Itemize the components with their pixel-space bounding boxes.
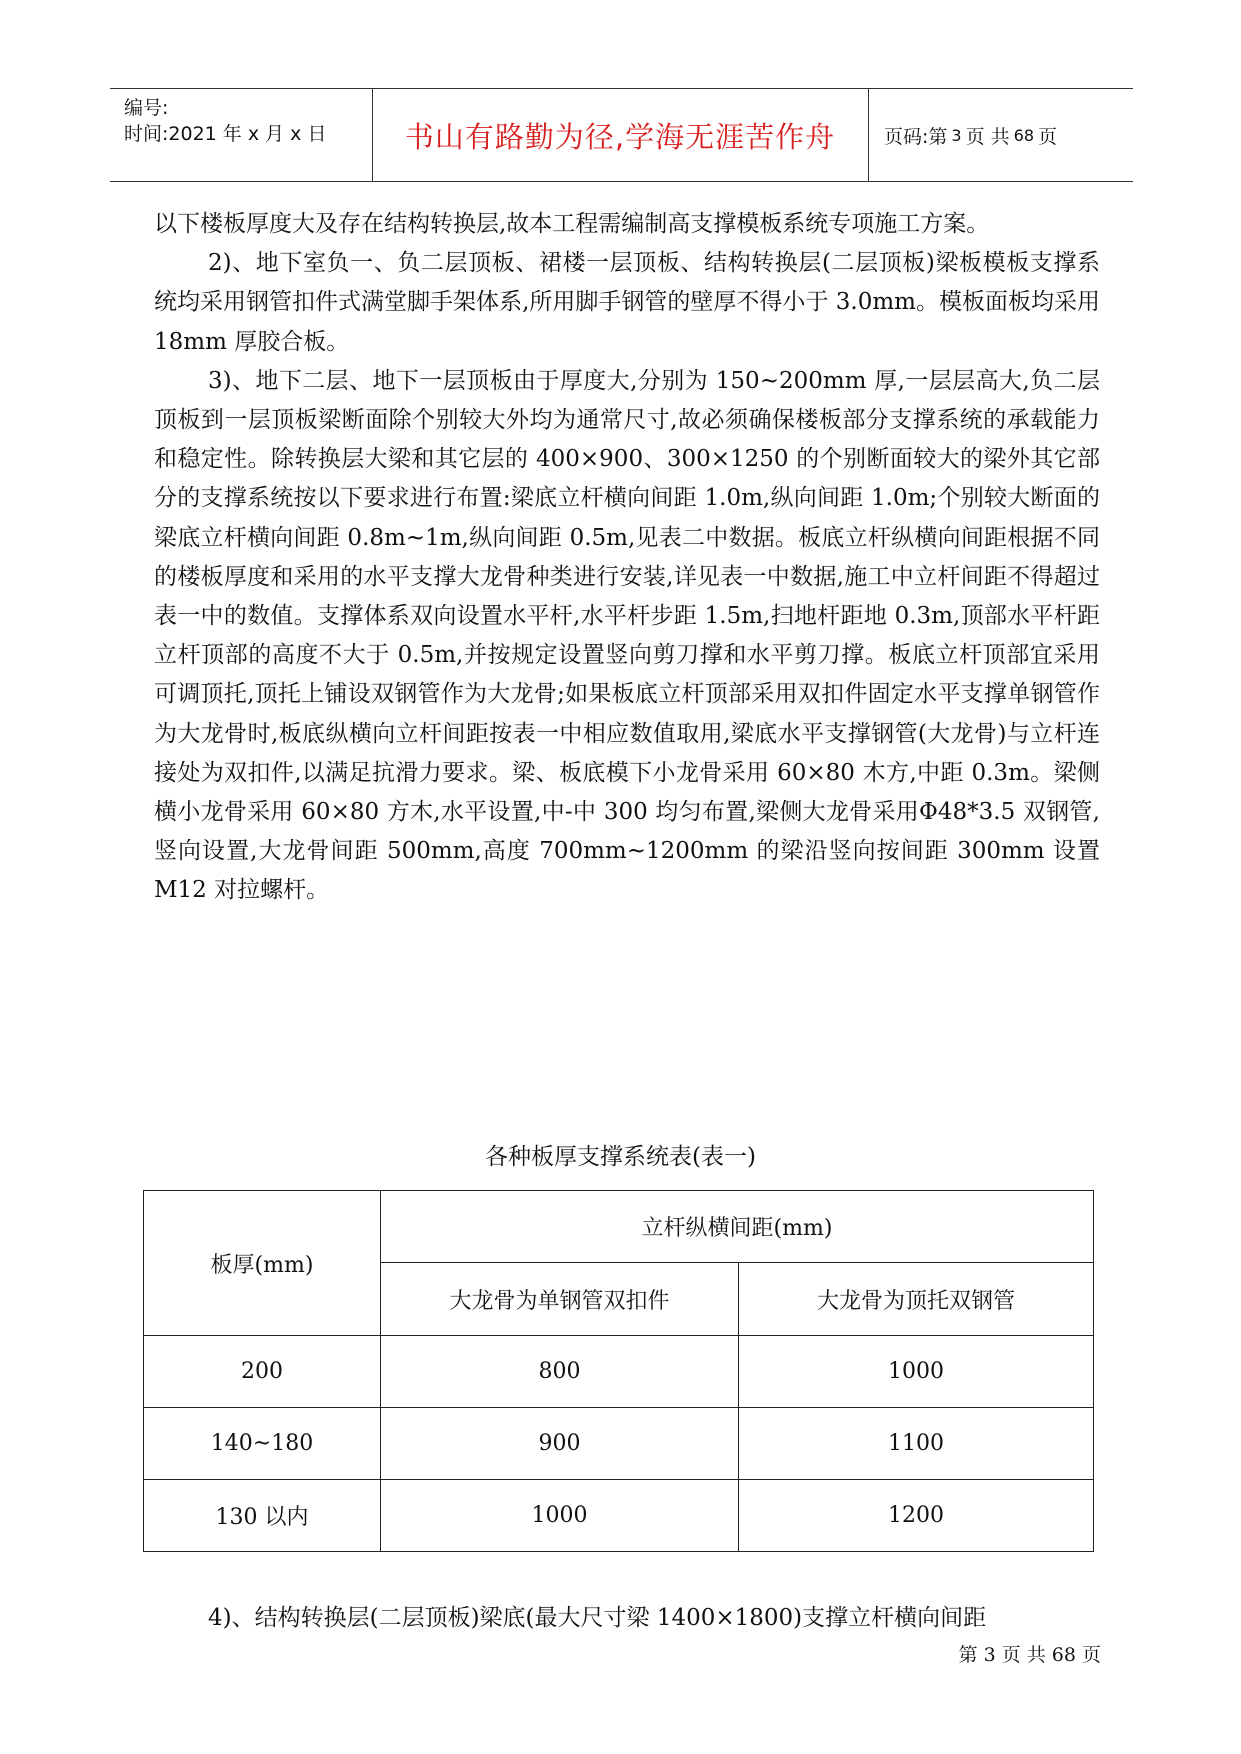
header-double-pipe: 大龙骨为顶托双钢管 <box>739 1263 1094 1336</box>
cell-thickness: 130 以内 <box>144 1480 381 1552</box>
page-current: 3 <box>951 125 962 145</box>
cell-single: 800 <box>381 1336 739 1408</box>
time-label: 时间:2021 年 x 月 x 日 <box>124 123 327 145</box>
header-divider-right <box>868 89 869 181</box>
page-header <box>110 88 1133 182</box>
header-single-pipe: 大龙骨为单钢管双扣件 <box>381 1263 739 1336</box>
page-suffix: 页 <box>1038 125 1058 148</box>
header-motto: 书山有路勤为径,学海无涯苦作舟 <box>404 119 836 154</box>
table-row <box>144 1480 1094 1552</box>
table-caption: 各种板厚支撑系统表(表一) <box>485 1144 756 1170</box>
body-text <box>154 205 1100 911</box>
page-mid: 页 共 <box>965 125 1010 148</box>
cell-thickness: 140~180 <box>144 1408 381 1480</box>
header-thickness: 板厚(mm) <box>144 1191 381 1336</box>
number-label: 编号: <box>124 97 169 119</box>
page-footer: 第 3 页 共 68 页 <box>958 1644 1101 1666</box>
header-page-number <box>870 89 1133 181</box>
page-prefix: 页码:第 <box>884 125 948 148</box>
cell-double: 1100 <box>739 1408 1094 1480</box>
header-spacing: 立杆纵横间距(mm) <box>381 1191 1094 1263</box>
cell-double: 1200 <box>739 1480 1094 1552</box>
paragraph-2: 2)、地下室负一、负二层顶板、裙楼一层顶板、结构转换层(二层顶板)梁板模板支撑系统均采用钢管扣件式满堂脚手架体系,所用脚手钢管的壁厚不得小于 3.0mm。模板面板均采用 18mm 厚胶合板。 <box>154 250 1100 355</box>
cell-single: 1000 <box>381 1480 739 1552</box>
table-row <box>144 1408 1094 1480</box>
paragraph-4: 4)、结构转换层(二层顶板)梁底(最大尺寸梁 1400×1800)支撑立杆横向间距 <box>208 1605 987 1631</box>
paragraph-3: 3)、地下二层、地下一层顶板由于厚度大,分别为 150~200mm 厚,一层层高大,负二层顶板到一层顶板梁断面除个别较大外均为通常尺寸,故必须确保楼板部分支撑系统的承载能力和稳定性。除转换层大梁和其它层的 400×900、300×1250 的个别断面较大的梁外其它部分的支撑系统按以下要求进行布置:梁底立杆横向间距 1.0m,纵向间距 1.0m;个别较大断面的梁底立杆横向间距 0.8m~1m,纵向间距 0.5m,见表二中数据。板底立杆纵横向间距根据不同的楼板厚度和采用的水平支撑大龙骨种类进行安装,详见表一中数据,施工中立杆间距不得超过表一中的数值。支撑体系双向设置水平杆,水平杆步距 1.5m,扫地杆距地 0.3m,顶部水平杆距立杆顶部的高度不大于 0.5m,并按规定设置竖向剪刀撑和水平剪刀撑。板底立杆顶部宜采用可调顶托,顶托上铺设双钢管作为大龙骨;如果板底立杆顶部采用双扣件固定水平支撑单钢管作为大龙骨时,板底纵横向立杆间距按表一中相应数值取用,梁底水平支撑钢管(大龙骨)与立杆连接处为双扣件,以满足抗滑力要求。梁、板底模下小龙骨采用 60×80 木方,中距 0.3m。梁侧横小龙骨采用 60×80 方木,水平设置,中-中 300 均匀布置,梁侧大龙骨采用Φ48*3.5 双钢管,竖向设置,大龙骨间距 500mm,高度 700mm~1200mm 的梁沿竖向按间距 300mm 设置 M12 对拉螺杆。 <box>154 367 1100 904</box>
cell-thickness: 200 <box>144 1336 381 1408</box>
table-row <box>144 1336 1094 1408</box>
cell-double: 1000 <box>739 1336 1094 1408</box>
table-header-row <box>144 1191 1094 1263</box>
header-meta <box>124 95 326 147</box>
page-total: 68 <box>1013 125 1034 145</box>
support-spacing-table <box>143 1190 1094 1552</box>
paragraph-1: 以下楼板厚度大及存在结构转换层,故本工程需编制高支撑模板系统专项施工方案。 <box>154 211 990 237</box>
cell-single: 900 <box>381 1408 739 1480</box>
